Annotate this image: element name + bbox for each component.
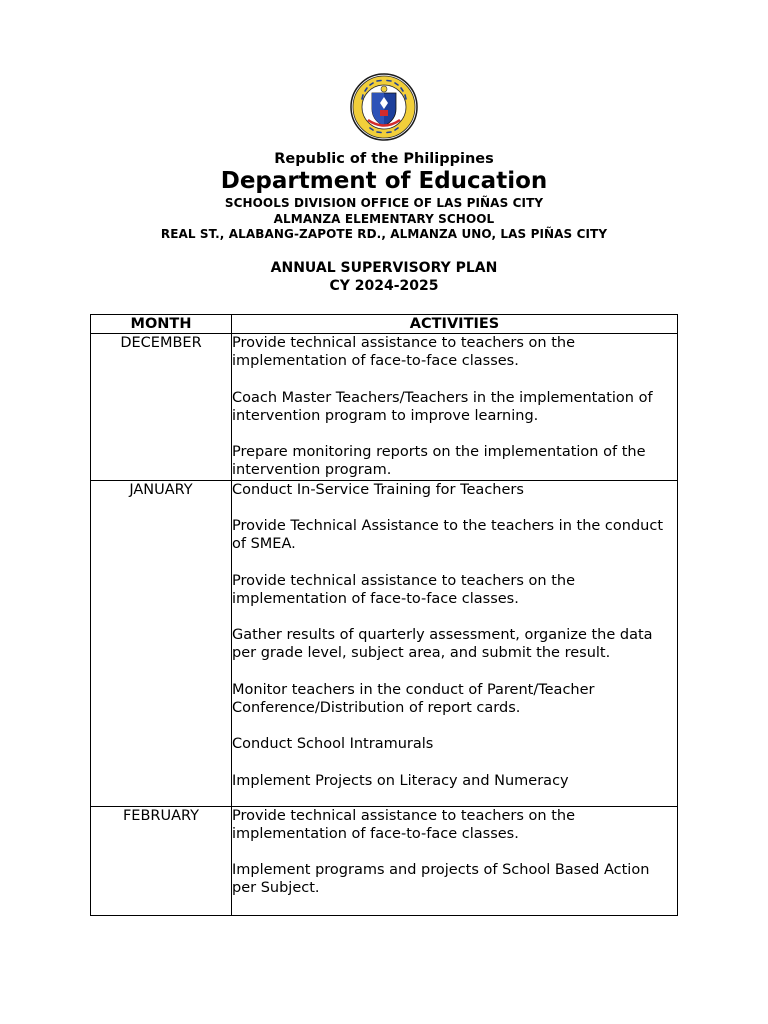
month-column-header: MONTH <box>91 315 232 334</box>
activity-item: Provide technical assistance to teachers on the implementation of face-to-face classes. <box>232 335 576 370</box>
republic-heading: Republic of the Philippines <box>274 151 494 167</box>
month-cell: DECEMBER <box>91 334 232 481</box>
activity-item: Coach Master Teachers/Teachers in the implementation of intervention program to improve learning. <box>232 389 653 424</box>
activities-cell <box>232 334 678 481</box>
month-cell: JANUARY <box>91 480 232 806</box>
activity-item: Provide technical assistance to teachers on the implementation of face-to-face classes. <box>232 807 576 842</box>
table-row-january <box>91 480 678 806</box>
activity-item: Conduct In-Service Training for Teachers <box>232 481 524 498</box>
division-office-line: SCHOOLS DIVISION OFFICE OF LAS PIÑAS CITY <box>224 196 544 210</box>
activity-item: Conduct School Intramurals <box>232 736 434 753</box>
activities-cell <box>232 480 678 806</box>
activities-cell <box>232 806 678 915</box>
activity-item: Prepare monitoring reports on the implementation of the intervention program. <box>232 444 646 479</box>
activity-item: Implement Projects on Literacy and Numeracy <box>232 772 569 789</box>
activity-item: Gather results of quarterly assessment, organize the data per grade level, subject area, and submit the result. <box>232 627 653 662</box>
month-cell: FEBRUARY <box>91 806 232 915</box>
supervisory-plan-table <box>90 314 678 916</box>
school-name-line: ALMANZA ELEMENTARY SCHOOL <box>273 212 495 226</box>
department-title: Department of Education <box>220 168 548 194</box>
plan-title: ANNUAL SUPERVISORY PLAN <box>270 260 498 276</box>
activity-item: Implement programs and projects of School Based Action per Subject. <box>232 862 650 897</box>
plan-year: CY 2024-2025 <box>329 278 439 294</box>
table-row-february <box>91 806 678 915</box>
activity-item: Provide technical assistance to teachers on the implementation of face-to-face classes. <box>232 572 576 607</box>
activities-column-header: ACTIVITIES <box>232 315 678 334</box>
activity-item: Provide Technical Assistance to the teachers in the conduct of SMEA. <box>232 517 663 553</box>
table-header-row <box>91 315 678 334</box>
activity-item: Monitor teachers in the conduct of Parent/Teacher Conference/Distribution of report cards. <box>232 681 595 716</box>
deped-seal-logo <box>350 73 418 141</box>
table-row-december <box>91 334 678 481</box>
school-address-line: REAL ST., ALABANG-ZAPOTE RD., ALMANZA UNO, LAS PIÑAS CITY <box>160 227 608 241</box>
